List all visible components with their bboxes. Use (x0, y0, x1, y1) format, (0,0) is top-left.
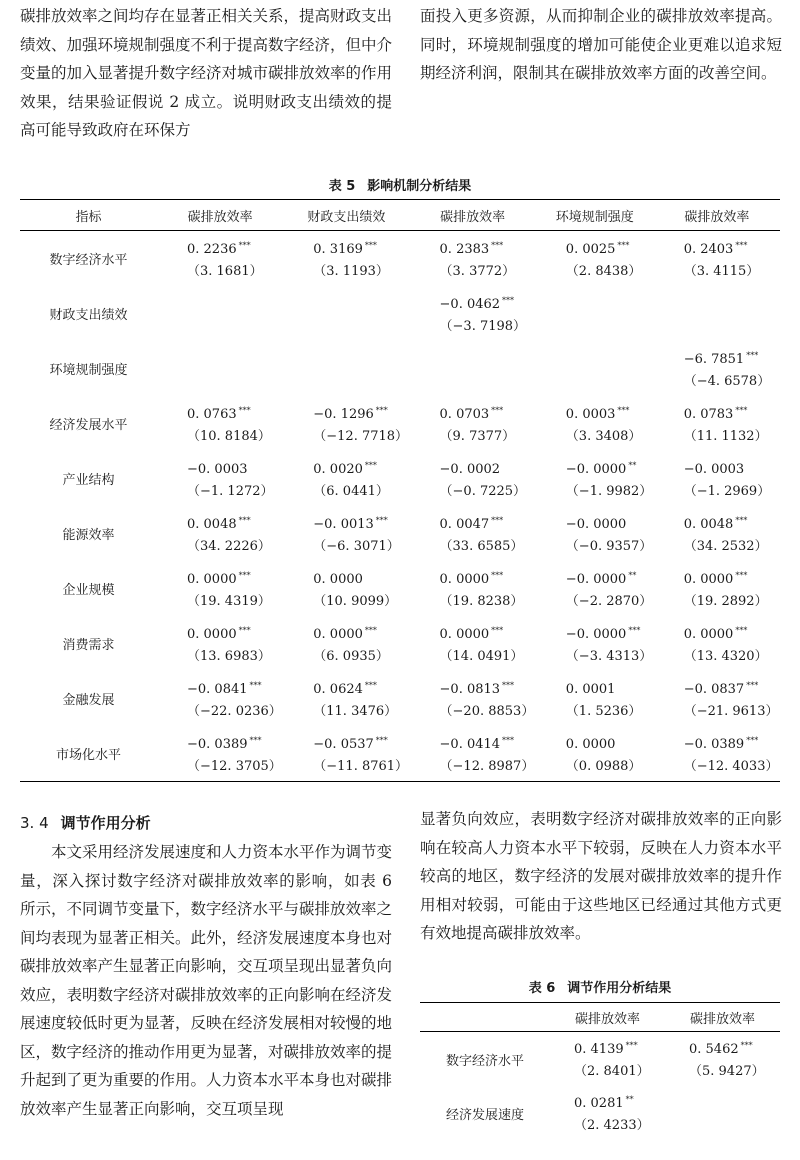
coefficient (684, 400, 780, 426)
table5-caption (20, 175, 780, 194)
table-cell (654, 341, 780, 396)
t-statistic: （−3. 4313） (565, 648, 653, 664)
coefficient (313, 565, 409, 591)
table-cell (550, 1086, 665, 1140)
t-statistic: （−4. 6578） (683, 373, 771, 389)
t-statistic: （34. 2226） (187, 538, 271, 554)
significance-stars: *** (364, 240, 377, 250)
coefficient (684, 675, 780, 701)
coefficient (684, 510, 780, 536)
significance-stars: *** (491, 405, 504, 415)
coefficient (440, 510, 536, 536)
coefficient-value: 0. 0020 (313, 461, 363, 477)
row-label: 数字经济水平 (49, 253, 128, 268)
coefficient (187, 235, 283, 261)
t-statistic: （−11. 8761） (313, 758, 409, 774)
table-cell (654, 451, 780, 506)
table-row (20, 726, 780, 782)
t-statistic: （10. 8184） (187, 428, 271, 444)
table-cell (283, 671, 409, 726)
significance-stars: *** (617, 405, 630, 415)
t-statistic: （−20. 8853） (439, 703, 535, 719)
table-cell (410, 506, 536, 561)
coefficient-value: 0. 0000 (683, 626, 734, 642)
coefficient (566, 675, 654, 701)
table-cell (410, 396, 536, 451)
table5-body (20, 231, 780, 782)
coefficient (187, 620, 283, 646)
coefficient (313, 675, 409, 701)
table-cell (410, 561, 536, 616)
t-statistic: （19. 4319） (187, 593, 271, 609)
coefficient (187, 301, 283, 327)
table-row (20, 396, 780, 451)
coefficient (684, 565, 780, 591)
row-label: 市场化水平 (55, 748, 121, 763)
t-statistic: （6. 0441） (313, 483, 389, 499)
table-cell (283, 726, 409, 782)
row-label: 经济发展水平 (49, 418, 128, 433)
table-cell (536, 671, 654, 726)
coefficient-value: −0. 0000 (565, 571, 627, 587)
table-cell (665, 1032, 780, 1087)
significance-stars: *** (249, 680, 262, 690)
significance-stars: *** (491, 240, 504, 250)
coefficient (313, 235, 409, 261)
table-cell (536, 231, 654, 287)
table-cell (410, 341, 536, 396)
coefficient (566, 301, 654, 327)
coefficient-value: 0. 0048 (683, 516, 734, 532)
t-statistic: （10. 9099） (313, 593, 398, 609)
coefficient-value: 0. 0624 (313, 681, 363, 697)
table-cell (410, 451, 536, 506)
table-row (20, 561, 780, 616)
coefficient-value: −0. 0003 (683, 461, 745, 477)
coefficient (566, 356, 654, 382)
coefficient (440, 675, 536, 701)
t-statistic: （1. 5236） (565, 703, 642, 719)
table-cell (410, 616, 536, 671)
coefficient-value: −0. 0813 (439, 681, 501, 697)
coefficient (313, 455, 409, 481)
coefficient-value: 0. 0000 (565, 736, 616, 752)
table5-header: 环境规制强度 (555, 209, 634, 225)
table-cell (410, 231, 536, 287)
coefficient (440, 356, 536, 382)
top-right-paragraph: 面投入更多资源，从而抑制企业的碳排放效率提高。同时，环境规制强度的增加可能使企业更难以追求短期经济利润，限制其在碳排放效率方面的改善空间。 (420, 7, 782, 82)
table-row (20, 506, 780, 561)
t-statistic: （3. 1193） (313, 263, 389, 279)
coefficient (187, 356, 283, 382)
table-cell (283, 286, 409, 341)
coefficient (440, 455, 536, 481)
coefficient (689, 1035, 780, 1061)
coefficient-value: −0. 0003 (187, 461, 248, 477)
table-cell (536, 396, 654, 451)
coefficient-value: −0. 0000 (565, 626, 627, 642)
coefficient-value: −0. 0000 (565, 516, 627, 532)
t-statistic: （−12. 7718） (313, 428, 409, 444)
table6-caption (420, 977, 780, 996)
top-left-column (20, 2, 392, 145)
coefficient (566, 510, 654, 536)
table5-header: 财政支出绩效 (307, 209, 386, 225)
table-row (20, 231, 780, 287)
table-cell (536, 451, 654, 506)
table-row (20, 451, 780, 506)
significance-stars: *** (628, 625, 641, 635)
table-cell (536, 726, 654, 782)
coefficient (440, 235, 536, 261)
coefficient (187, 455, 283, 481)
significance-stars: *** (491, 625, 504, 635)
coefficient-value: −0. 0537 (313, 736, 374, 752)
table5 (20, 199, 780, 782)
section-heading (20, 812, 392, 834)
coefficient-value: −0. 0013 (313, 516, 374, 532)
coefficient (684, 620, 780, 646)
table5-header-row (20, 200, 780, 231)
coefficient (187, 510, 283, 536)
table5-header: 指标 (75, 209, 102, 225)
coefficient-value: −0. 1296 (313, 406, 374, 422)
significance-stars: *** (625, 1041, 638, 1050)
bottom-right-column (420, 805, 782, 948)
significance-stars: *** (249, 735, 262, 745)
coefficient-value: −0. 0462 (439, 296, 501, 312)
coefficient-value: 0. 0703 (439, 406, 490, 422)
coefficient (440, 730, 536, 756)
coefficient (566, 620, 654, 646)
top-left-paragraph: 碳排放效率之间均存在显著正相关关系，提高财政支出绩效、加强环境规制强度不利于提高数字经济，但中介变量的加入显著提升数字经济对城市碳排放效率的作用效果，结果验证假说 2 成立。说明财政支出绩效的提高可能导致政府在环保方 (20, 7, 393, 139)
t-statistic: （−12. 8987） (439, 758, 535, 774)
table-cell (283, 506, 409, 561)
table-cell (157, 341, 283, 396)
t-statistic: （3. 1681） (187, 263, 263, 279)
significance-stars: *** (502, 735, 515, 745)
coefficient-value: 0. 0281 (574, 1096, 624, 1111)
significance-stars: *** (502, 680, 515, 690)
significance-stars: *** (375, 515, 388, 525)
coefficient-value: 0. 2236 (187, 241, 237, 257)
table-cell (536, 341, 654, 396)
significance-stars: *** (238, 515, 251, 525)
table-row (420, 1032, 780, 1087)
t-statistic: （13. 6983） (187, 648, 271, 664)
coefficient (684, 730, 780, 756)
bottom-right-paragraph: 显著负向效应，表明数字经济对碳排放效率的正向影响在较高人力资本水平下较弱，反映在人力资本水平较高的地区，数字经济的发展对碳排放效率的提升作用相对较弱，可能由于这些地区已经通过其他方式更有效地提高碳排放效率。 (420, 810, 782, 942)
significance-stars: *** (735, 240, 748, 250)
table-row (20, 341, 780, 396)
significance-stars: *** (746, 735, 759, 745)
table-cell (283, 231, 409, 287)
significance-stars: *** (502, 295, 515, 305)
coefficient (440, 400, 536, 426)
section-number: 3. 4 (20, 814, 49, 832)
table-cell (157, 506, 283, 561)
t-statistic: （19. 2892） (683, 593, 768, 609)
table-cell (536, 561, 654, 616)
table-cell (550, 1032, 665, 1087)
table-row (20, 671, 780, 726)
section-left-column (20, 812, 392, 1123)
significance-stars: *** (364, 625, 377, 635)
significance-stars: ** (628, 460, 637, 470)
t-statistic: （−3. 7198） (439, 318, 527, 334)
coefficient (574, 1035, 665, 1061)
t-statistic: （−2. 2870） (565, 593, 653, 609)
significance-stars: *** (238, 625, 251, 635)
coefficient (313, 356, 409, 382)
t-statistic: （−6. 3071） (313, 538, 400, 554)
table-cell (157, 396, 283, 451)
coefficient (187, 400, 283, 426)
coefficient (313, 510, 409, 536)
coefficient (313, 301, 409, 327)
row-label: 消费需求 (62, 638, 115, 653)
table-cell (536, 286, 654, 341)
table-cell (654, 561, 780, 616)
coefficient (440, 565, 536, 591)
coefficient (313, 400, 409, 426)
t-statistic: （3. 4115） (683, 263, 760, 279)
coefficient-value: 0. 0003 (565, 406, 616, 422)
significance-stars: *** (740, 1041, 753, 1050)
table-cell (283, 341, 409, 396)
significance-stars: *** (735, 405, 748, 415)
t-statistic: （3. 3408） (565, 428, 642, 444)
coefficient-value: 0. 0783 (683, 406, 734, 422)
table5-label: 表 5 (328, 179, 356, 194)
coefficient (440, 620, 536, 646)
table6-header (420, 1003, 550, 1032)
t-statistic: （−0. 9357） (565, 538, 653, 554)
coefficient-value: −0. 0389 (683, 736, 745, 752)
significance-stars: *** (238, 570, 251, 580)
table-cell (410, 726, 536, 782)
row-label: 企业规模 (62, 583, 115, 598)
table-cell (157, 286, 283, 341)
significance-stars: *** (746, 680, 759, 690)
table-cell (157, 561, 283, 616)
coefficient (566, 565, 654, 591)
coefficient-value: 0. 5462 (689, 1042, 739, 1057)
coefficient (313, 730, 409, 756)
table-cell (410, 286, 536, 341)
significance-stars: *** (617, 240, 630, 250)
t-statistic: （2. 8438） (565, 263, 642, 279)
t-statistic: （11. 1132） (683, 428, 768, 444)
table-cell (283, 561, 409, 616)
t-statistic: （2. 4233） (574, 1118, 650, 1133)
significance-stars: *** (735, 515, 748, 525)
row-label: 环境规制强度 (49, 363, 128, 378)
coefficient (187, 675, 283, 701)
table6-title: 调节作用分析结果 (567, 981, 672, 996)
significance-stars: *** (491, 515, 504, 525)
table-cell (654, 616, 780, 671)
significance-stars: *** (238, 405, 251, 415)
row-label: 金融发展 (62, 693, 115, 708)
coefficient-value: −0. 0002 (439, 461, 501, 477)
significance-stars: *** (364, 680, 377, 690)
coefficient-value: 0. 0000 (313, 571, 363, 587)
t-statistic: （9. 7377） (439, 428, 516, 444)
t-statistic: （2. 8401） (574, 1064, 650, 1079)
table-row (420, 1086, 780, 1140)
table5-header: 碳排放效率 (684, 209, 750, 225)
coefficient (187, 730, 283, 756)
row-label: 能源效率 (62, 528, 115, 543)
table5-title: 影响机制分析结果 (367, 179, 472, 194)
t-statistic: （19. 8238） (439, 593, 524, 609)
row-label: 经济发展速度 (445, 1107, 524, 1123)
coefficient-value: 0. 0000 (683, 571, 734, 587)
t-statistic: （5. 9427） (689, 1064, 765, 1079)
significance-stars: *** (746, 350, 759, 360)
table-cell (157, 231, 283, 287)
coefficient (566, 730, 654, 756)
t-statistic: （34. 2532） (683, 538, 768, 554)
coefficient (187, 565, 283, 591)
t-statistic: （−1. 9982） (565, 483, 653, 499)
coefficient-value: 0. 0000 (187, 626, 237, 642)
t-statistic: （−22. 0236） (187, 703, 282, 719)
coefficient (684, 235, 780, 261)
table6 (420, 1002, 780, 1140)
table6-body (420, 1032, 780, 1141)
table-row (20, 286, 780, 341)
coefficient-value: −0. 0389 (187, 736, 248, 752)
table-cell (536, 506, 654, 561)
table-cell (157, 616, 283, 671)
table-cell (157, 451, 283, 506)
coefficient-value: −0. 0000 (565, 461, 627, 477)
top-right-column (420, 2, 782, 88)
significance-stars: *** (375, 735, 388, 745)
table-cell (654, 231, 780, 287)
coefficient-value: 0. 0025 (565, 241, 616, 257)
t-statistic: （13. 4320） (683, 648, 768, 664)
coefficient (440, 290, 536, 316)
coefficient (684, 301, 780, 327)
coefficient-value: 0. 0048 (187, 516, 237, 532)
significance-stars: ** (625, 1095, 634, 1104)
coefficient (574, 1089, 665, 1115)
coefficient (566, 400, 654, 426)
table6-header: 碳排放效率 (689, 1011, 755, 1027)
significance-stars: *** (735, 625, 748, 635)
t-statistic: （−21. 9613） (683, 703, 779, 719)
table6-label: 表 6 (528, 981, 556, 996)
coefficient (684, 455, 780, 481)
coefficient-value: −0. 0841 (187, 681, 248, 697)
t-statistic: （−1. 2969） (683, 483, 771, 499)
table-row (20, 616, 780, 671)
coefficient-value: 0. 0047 (439, 516, 490, 532)
coefficient-value: −6. 7851 (683, 351, 745, 367)
table-cell (283, 396, 409, 451)
section-title: 调节作用分析 (60, 814, 151, 832)
coefficient-value: 0. 0000 (313, 626, 363, 642)
table-cell (665, 1086, 780, 1140)
t-statistic: （0. 0988） (565, 758, 642, 774)
significance-stars: *** (375, 405, 388, 415)
section-paragraph: 本文采用经济发展速度和人力资本水平作为调节变量，深入探讨数字经济对碳排放效率的影响，如表 6 所示，不同调节变量下，数字经济水平与碳排放效率之间均表现为显著正相关。此外，经济发展速度本身也对碳排放效率产生显著正向影响，交互项呈现出显著负向效应，表明数字经济对碳排放效率的正向影响在经济发展速度较低时更为显著，反映在经济发展相对较慢的地区，数字经济的推动作用更为显著，对碳排放效率的提升起到了更为重要的作用。人力资本水平本身也对碳排放效率产生显著正向影响，交互项呈现 (20, 843, 393, 1118)
table-cell (283, 451, 409, 506)
coefficient-value: 0. 0763 (187, 406, 237, 422)
coefficient (684, 345, 780, 371)
table-cell (157, 671, 283, 726)
row-label: 财政支出绩效 (49, 308, 128, 323)
t-statistic: （11. 3476） (313, 703, 398, 719)
table6-header: 碳排放效率 (574, 1011, 640, 1027)
coefficient (313, 620, 409, 646)
t-statistic: （−1. 1272） (187, 483, 274, 499)
coefficient-value: 0. 2383 (439, 241, 490, 257)
coefficient (689, 1100, 780, 1126)
table5-header: 碳排放效率 (187, 209, 253, 225)
significance-stars: *** (491, 570, 504, 580)
t-statistic: （−12. 3705） (187, 758, 282, 774)
table-cell (157, 726, 283, 782)
table-cell (654, 286, 780, 341)
significance-stars: *** (238, 240, 251, 250)
row-label: 数字经济水平 (445, 1053, 524, 1069)
t-statistic: （−12. 4033） (683, 758, 779, 774)
significance-stars: ** (628, 570, 637, 580)
coefficient-value: 0. 3169 (313, 241, 363, 257)
table-cell (654, 396, 780, 451)
coefficient-value: 0. 0000 (439, 571, 490, 587)
table-cell (536, 616, 654, 671)
coefficient-value: 0. 4139 (574, 1042, 624, 1057)
coefficient-value: 0. 0001 (565, 681, 616, 697)
coefficient (566, 455, 654, 481)
t-statistic: （33. 6585） (439, 538, 524, 554)
coefficient-value: 0. 0000 (187, 571, 237, 587)
t-statistic: （3. 3772） (439, 263, 516, 279)
table-cell (654, 506, 780, 561)
table-cell (410, 671, 536, 726)
coefficient-value: 0. 0000 (439, 626, 490, 642)
table-cell (654, 671, 780, 726)
t-statistic: （14. 0491） (439, 648, 524, 664)
table6-header-row (420, 1003, 780, 1032)
t-statistic: （6. 0935） (313, 648, 389, 664)
significance-stars: *** (735, 570, 748, 580)
t-statistic: （−0. 7225） (439, 483, 527, 499)
table-cell (283, 616, 409, 671)
coefficient (566, 235, 654, 261)
coefficient-value: 0. 2403 (683, 241, 734, 257)
row-label: 产业结构 (62, 473, 115, 488)
coefficient-value: −0. 0414 (439, 736, 501, 752)
table5-header: 碳排放效率 (440, 209, 506, 225)
table-cell (654, 726, 780, 782)
coefficient-value: −0. 0837 (683, 681, 745, 697)
significance-stars: *** (364, 460, 377, 470)
